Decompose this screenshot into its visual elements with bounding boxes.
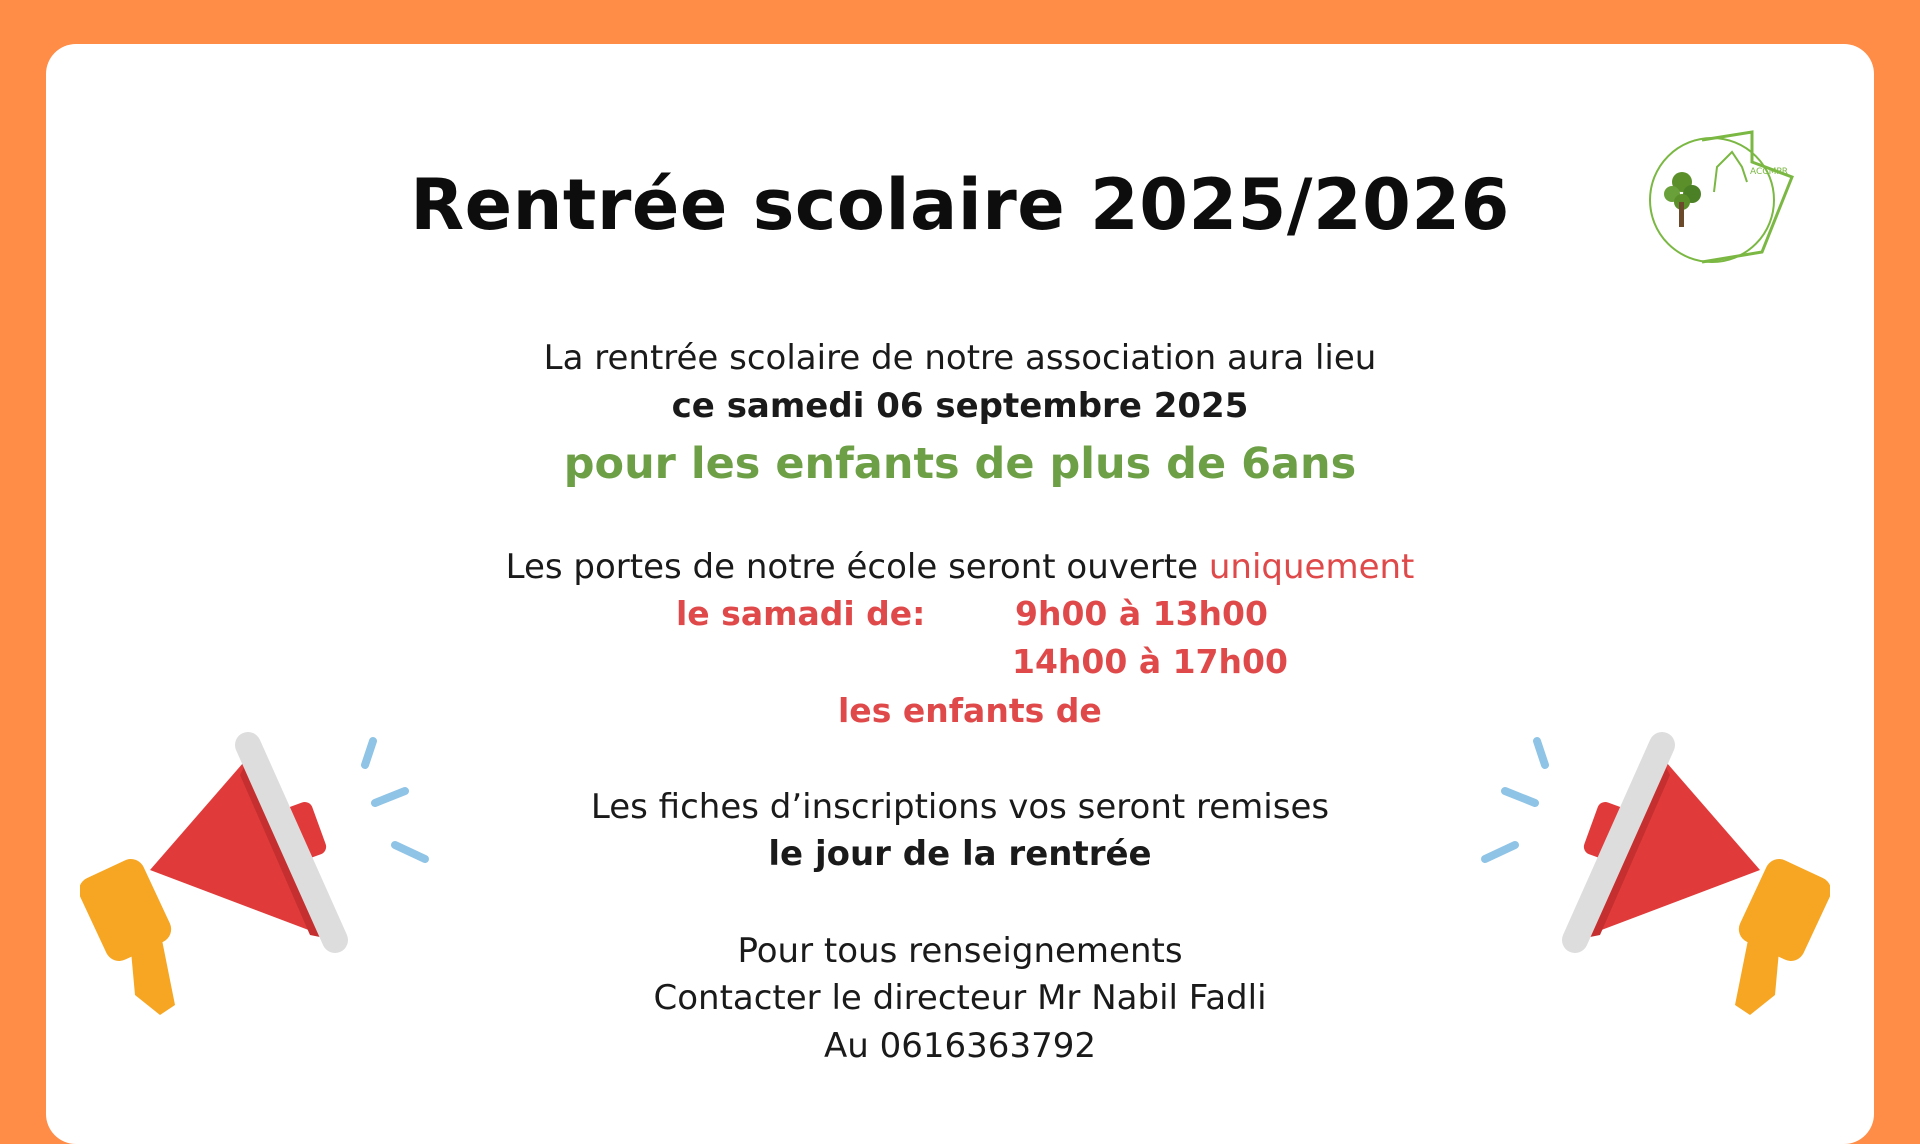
- time-slot-morning: 9h00 à 13h00: [1015, 594, 1268, 633]
- doors-open-line: [0, 543, 1920, 591]
- page-title: Rentrée scolaire 2025/2026: [410, 164, 1510, 246]
- forms-line-1: Les fiches d’inscriptions vos seront remises: [590, 787, 1330, 827]
- doors-text: Les portes de notre école seront ouverte: [505, 547, 1199, 587]
- contact-line-2: Contacter le directeur Mr Nabil Fadli: [653, 978, 1267, 1018]
- intro-date: ce samedi 06 septembre 2025: [671, 386, 1249, 426]
- megaphone-left-icon: [80, 715, 440, 1020]
- forms-line-2: le jour de la rentrée: [768, 834, 1152, 874]
- doors-highlight: uniquement: [1208, 547, 1415, 587]
- children-line: les enfants de: [838, 691, 1102, 730]
- svg-text:ACCMPR: ACCMPR: [1750, 167, 1789, 177]
- day-label: le samadi de:: [676, 594, 926, 633]
- intro-age-requirement: pour les enfants de plus de 6ans: [563, 439, 1357, 489]
- intro-line-1: La rentrée scolaire de notre association aura lieu: [543, 338, 1377, 378]
- megaphone-right-icon: [1470, 715, 1830, 1020]
- contact-line-1: Pour tous renseignements: [737, 931, 1183, 971]
- contact-phone: Au 0616363792: [824, 1026, 1096, 1066]
- time-slot-afternoon: 14h00 à 17h00: [1012, 642, 1288, 681]
